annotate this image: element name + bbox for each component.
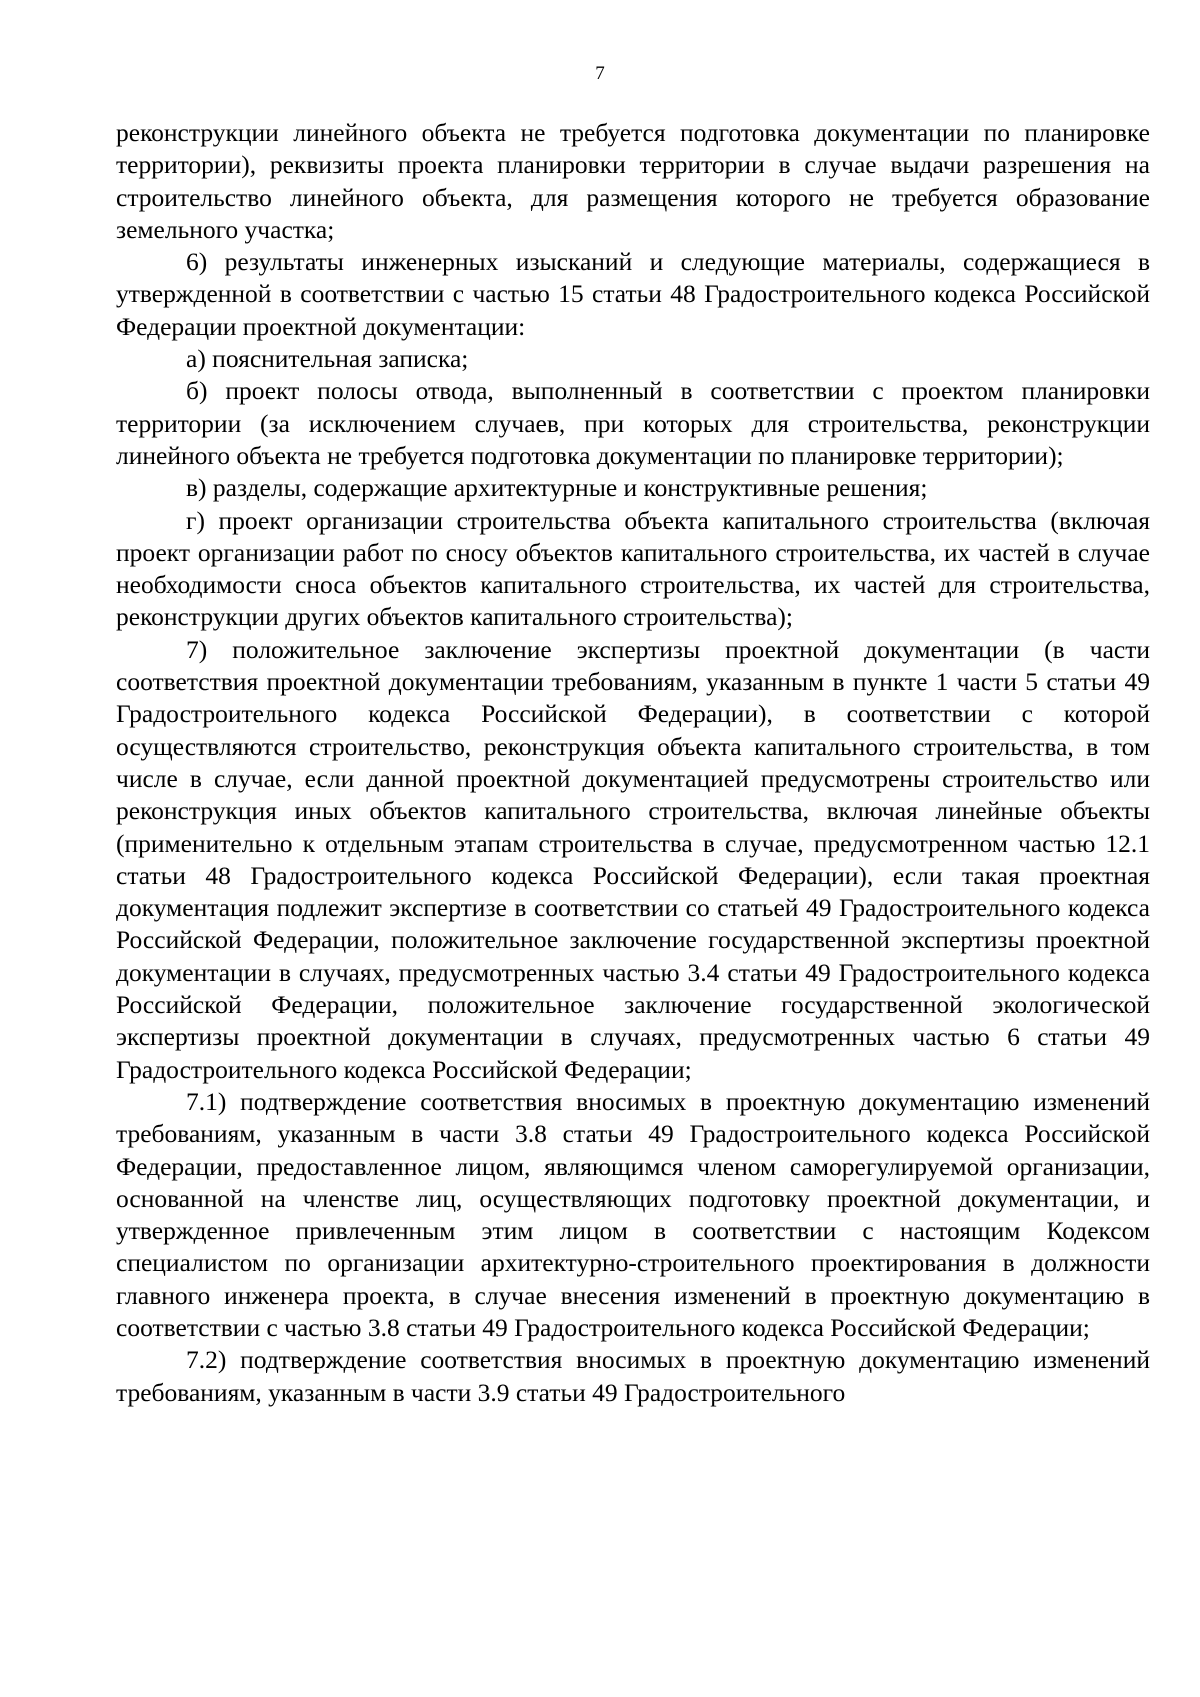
paragraph: в) разделы, содержащие архитектурные и конструктивные решения;	[186, 473, 928, 503]
paragraph: а) пояснительная записка;	[186, 344, 469, 374]
page-number: 7	[595, 63, 605, 84]
paragraph: 7.2) подтверждение соответствия вносимых в проектную документацию изменений требованиям, указанным в части 3.9 статьи 49 Градостроительного	[116, 1345, 1150, 1407]
paragraph: 6) результаты инженерных изысканий и следующие материалы, содержащиеся в утвержденной в соответствии с частью 15 статьи 48 Градостроительного кодекса Российской Федерации проектной документации:	[116, 247, 1150, 341]
paragraph: б) проект полосы отвода, выполненный в соответствии с проектом планировки территории (за исключением случаев, при которых для строительства, реконструкции линейного объекта не требуется подготовка документации по планировке территории);	[116, 376, 1150, 470]
paragraph: реконструкции линейного объекта не требуется подготовка документации по планировке территории), реквизиты проекта планировки территории в случае выдачи разрешения на строительство линейного объекта, для размещения которого не требуется образование земельного участка;	[116, 118, 1150, 244]
paragraph: г) проект организации строительства объекта капитального строительства (включая проект организации работ по сносу объектов капитального строительства, их частей в случае необходимости сноса объектов капитального строительства, их частей для строительства, реконструкции других объектов капитального строительства);	[116, 505, 1150, 632]
paragraph: 7.1) подтверждение соответствия вносимых в проектную документацию изменений требованиям, указанным в части 3.8 статьи 49 Градостроительного кодекса Российской Федерации, предоставленное лицом, являющимся членом саморегулируемой организации, основанной на членстве лиц, осуществляющих подготовку проектной документации, и утвержденное привлеченным этим лицом в соответствии с настоящим Кодексом специалистом по организации архитектурно-строительного проектирования в должности главного инженера проекта, в случае внесения изменений в проектную документацию в соответствии с частью 3.8 статьи 49 Градостроительного кодекса Российской Федерации;	[116, 1086, 1150, 1342]
paragraph: 7) положительное заключение экспертизы проектной документации (в части соответствия проектной документации требованиям, указанным в пункте 1 части 5 статьи 49 Градостроительного кодекса Российской Федерации), в соответствии с которой осуществляются строительство, реконструкция объекта капитального строительства, в том числе в случае, если данной проектной документацией предусмотрены строительство или реконструкция иных объектов капитального строительства, включая линейные объекты (применительно к отдельным этапам строительства в случае, предусмотренном частью 12.1 статьи 48 Градостроительного кодекса Российской Федерации), если такая проектная документация подлежит экспертизе в соответствии со статьей 49 Градостроительного кодекса Российской Федерации, положительное заключение государственной экспертизы проектной документации в случаях, предусмотренных частью 3.4 статьи 49 Градостроительного кодекса Российской Федерации, положительное заключение государственной экологической экспертизы проектной документации в случаях, предусмотренных частью 6 статьи 49 Градостроительного кодекса Российской Федерации;	[116, 634, 1150, 1084]
document-body	[116, 117, 1150, 1409]
